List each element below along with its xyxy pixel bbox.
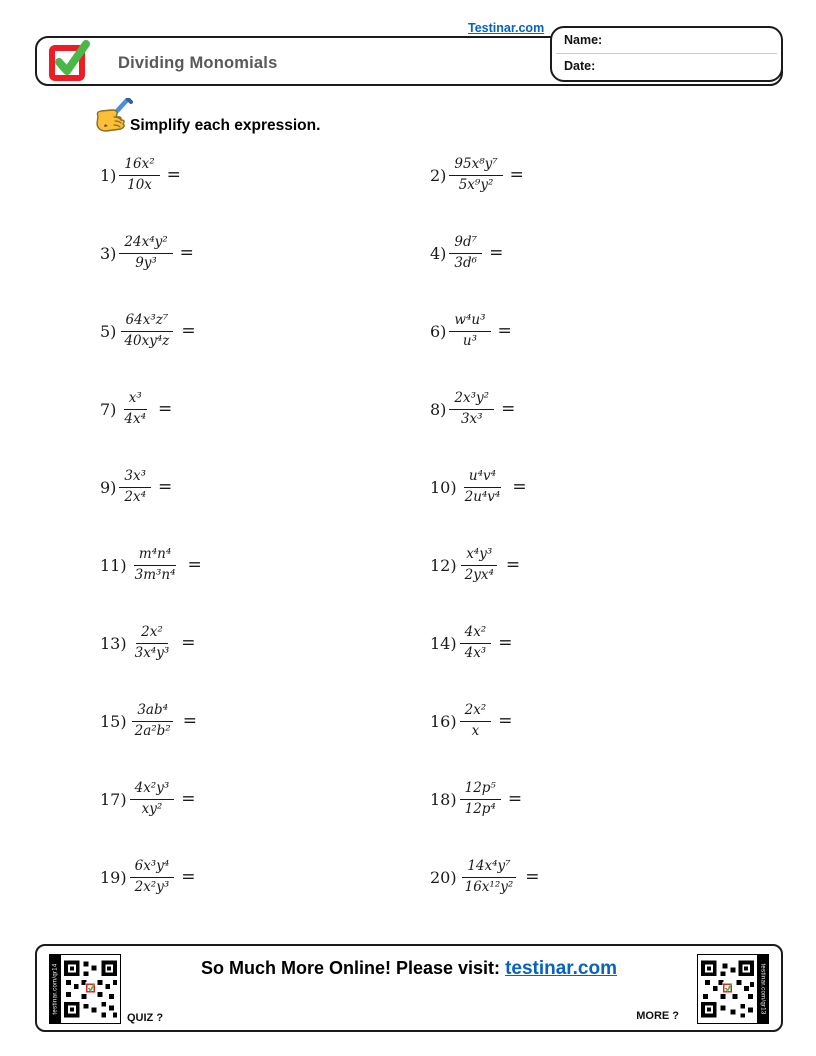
problem-number: 12) [430, 555, 457, 575]
fraction [130, 546, 181, 584]
problem [430, 390, 760, 428]
problem [100, 546, 430, 584]
denominator: 10x [127, 176, 152, 193]
fraction [449, 390, 494, 428]
problem-number: 2) [430, 165, 447, 185]
problem-number: 10) [430, 477, 457, 497]
problem [430, 624, 760, 662]
problem-number: 17) [100, 789, 127, 809]
denominator: 2u⁴v⁴ [464, 488, 501, 505]
problem-number: 13) [100, 633, 127, 653]
problem [430, 702, 760, 740]
numerator: 9d⁷ [449, 234, 482, 254]
fraction [460, 624, 492, 662]
quiz-label: QUIZ ? [127, 1012, 164, 1024]
fraction [119, 312, 174, 350]
testinar-footer-link[interactable]: testinar.com [505, 958, 617, 979]
footer-message-text: So Much More Online! Please visit: [200, 958, 506, 978]
problem [430, 858, 760, 896]
problem [100, 234, 430, 272]
fraction [130, 780, 175, 818]
problem [430, 780, 760, 818]
equals-sign: = [181, 321, 196, 341]
denominator: 3x⁴y³ [134, 644, 170, 661]
denominator: 4x³ [464, 644, 487, 661]
problem-number: 20) [430, 867, 457, 887]
fraction [130, 858, 175, 896]
instruction-text: Simplify each expression. [130, 117, 321, 134]
qr-caption-strip [757, 955, 768, 1023]
equals-sign: = [179, 243, 194, 263]
denominator: 2yx⁴ [464, 566, 494, 583]
more-label: MORE ? [636, 1010, 679, 1022]
testinar-top-link[interactable]: Testinar.com [468, 21, 545, 35]
problem [100, 468, 430, 506]
fraction [449, 234, 482, 272]
problem-number: 4) [430, 243, 447, 263]
equals-sign: = [497, 321, 512, 341]
numerator: 2x³y² [449, 390, 494, 410]
qr-left-caption: testinar.com/qr14 [52, 963, 59, 1015]
problem-number: 18) [430, 789, 457, 809]
equals-sign: = [525, 867, 540, 887]
equals-sign: = [181, 867, 196, 887]
qr-right-caption: testinar.com/qr13 [759, 963, 766, 1015]
fraction [449, 312, 490, 350]
fraction [119, 234, 172, 272]
equals-sign: = [187, 555, 202, 575]
problem-number: 6) [430, 321, 447, 341]
equals-sign: = [505, 555, 521, 575]
problem [100, 702, 430, 740]
numerator: 4x² [460, 624, 492, 644]
denominator: x [471, 722, 480, 739]
numerator: x⁴y³ [461, 546, 497, 566]
problem-number: 5) [100, 321, 117, 341]
qr-pattern-icon [698, 955, 757, 1023]
fraction [460, 702, 492, 740]
problem-number: 9) [100, 477, 117, 497]
numerator: 12p⁵ [460, 780, 501, 800]
equals-sign: = [158, 477, 173, 497]
name-date-box [550, 26, 783, 82]
problem [100, 312, 430, 350]
problem [430, 546, 760, 584]
qr-code-more [697, 954, 769, 1024]
numerator: 3ab⁴ [132, 702, 173, 722]
denominator: 2x⁴ [124, 488, 147, 505]
equals-sign: = [512, 477, 527, 497]
numerator: u⁴v⁴ [464, 468, 501, 488]
fraction [130, 702, 176, 740]
equals-sign: = [166, 165, 181, 185]
numerator: 14x⁴y⁷ [462, 858, 515, 878]
denominator: 4x⁴ [124, 410, 147, 427]
denominator: u³ [462, 332, 478, 349]
denominator: 3m³n⁴ [134, 566, 176, 583]
footer-message [37, 958, 781, 980]
numerator: 16x² [119, 156, 159, 176]
fraction [460, 546, 499, 584]
denominator: 5x⁹y² [458, 176, 494, 193]
problem [430, 468, 760, 506]
equals-sign: = [509, 165, 524, 185]
footer-box [35, 944, 783, 1032]
problem-number: 14) [430, 633, 457, 653]
problem-number: 16) [430, 711, 457, 731]
fraction [460, 780, 501, 818]
denominator: 12p⁴ [464, 800, 496, 817]
numerator: x³ [124, 390, 147, 410]
fraction [119, 390, 151, 428]
equals-sign: = [501, 399, 516, 419]
problem [100, 780, 430, 818]
numerator: 64x³z⁷ [121, 312, 174, 332]
problem-number: 8) [430, 399, 447, 419]
fraction [460, 858, 519, 896]
date-label: Date: [564, 59, 596, 73]
equals-sign: = [182, 711, 197, 731]
equals-sign: = [158, 399, 173, 419]
equals-sign: = [181, 633, 196, 653]
equals-sign: = [507, 789, 523, 809]
numerator: w⁴u³ [449, 312, 490, 332]
equals-sign: = [498, 633, 513, 653]
numerator: 4x²y³ [130, 780, 175, 800]
denominator: 2a²b² [134, 722, 171, 739]
fraction [449, 156, 502, 194]
problem [100, 390, 430, 428]
equals-sign: = [181, 789, 196, 809]
problem-number: 1) [100, 165, 117, 185]
denominator: 3d⁶ [454, 254, 478, 271]
equals-sign: = [498, 711, 513, 731]
denominator: 2x²y³ [134, 878, 170, 895]
problem [430, 312, 760, 350]
problem [430, 234, 760, 272]
denominator: 3x³ [460, 410, 483, 427]
numerator: 3x³ [119, 468, 151, 488]
fraction [119, 468, 151, 506]
problem [100, 624, 430, 662]
numerator: 6x³y⁴ [130, 858, 175, 878]
problem-number: 7) [100, 399, 117, 419]
denominator: 9y³ [135, 254, 157, 271]
numerator: m⁴n⁴ [134, 546, 176, 566]
checkbox-logo-icon [46, 38, 94, 86]
problem [430, 156, 760, 194]
problems-grid [100, 136, 770, 916]
problem [100, 858, 430, 896]
problem-number: 19) [100, 867, 127, 887]
problem [100, 156, 430, 194]
problem-number: 3) [100, 243, 117, 263]
page-title: Dividing Monomials [118, 54, 278, 72]
fraction [460, 468, 506, 506]
name-label: Name: [564, 33, 603, 47]
numerator: 24x⁴y² [119, 234, 172, 254]
fraction [130, 624, 175, 662]
denominator: xy² [141, 800, 163, 817]
problem-number: 11) [100, 555, 127, 575]
numerator: 95x⁸y⁷ [449, 156, 502, 176]
numerator: 2x² [460, 702, 492, 722]
denominator: 16x¹²y² [464, 878, 514, 895]
fraction [119, 156, 159, 194]
problem-number: 15) [100, 711, 127, 731]
numerator: 2x² [136, 624, 168, 644]
equals-sign: = [489, 243, 504, 263]
denominator: 40xy⁴z [124, 332, 170, 349]
